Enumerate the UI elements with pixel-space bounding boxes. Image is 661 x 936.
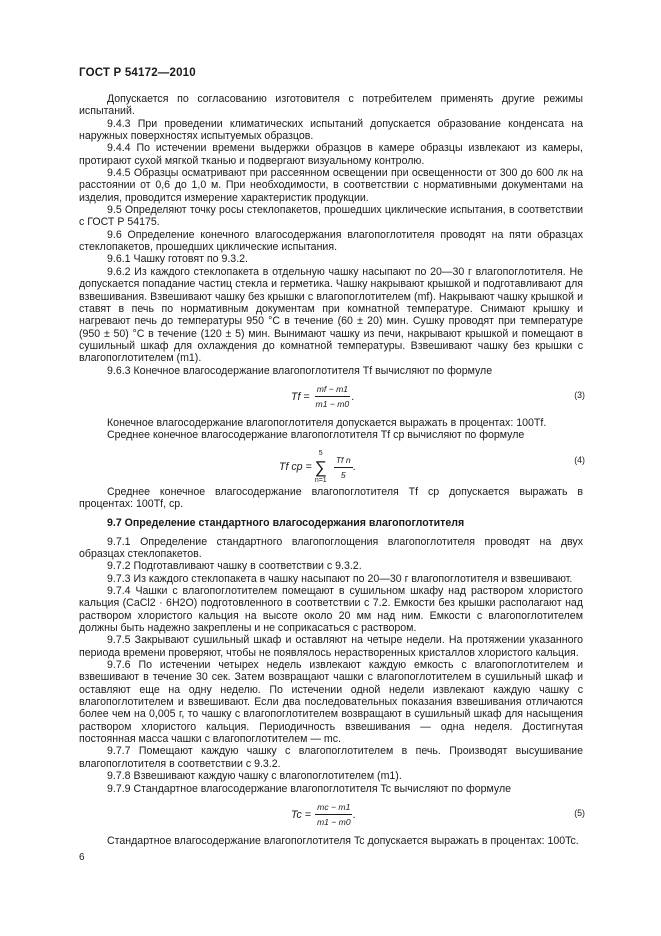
sum-symbol (315, 448, 327, 488)
paragraph: Стандартное влагосодержание влагопоглотителя Tc допускается выражать в процентах: 100Tc. (107, 834, 579, 847)
formula-number: (4) (574, 454, 585, 465)
formula-3: Tf = $\frac{mf - m1}{m1 - m0}$ . (3) (291, 383, 585, 410)
page-number: 6 (79, 852, 85, 863)
paragraph: 9.4.5 Образцы осматривают при рассеянном освещении при освещенности от 300 до 600 лк на расстоянии от 0,6 до 1,0 м. При необходимости, в соответствии с нормативными документами на изделия, проводится измерение характеристик продукции. (79, 167, 583, 204)
standard-header: ГОСТ Р 54172—2010 (79, 67, 196, 79)
paragraph: 9.7.6 По истечении четырех недель извлекают каждую емкость с влагопоглотителем и взвешивают в течение 30 сек. Затем возвращают чашки с влагопоглотителем в сушильный шкаф и оставляют еще на одну неделю. По истечении одной недели извлекают каждую чашку с влагопоглотителем и взвешивают. Если два последовательных показания взвешивания отличаются более чем на 0,005 г, то чашку с влагопоглотителем возвращают в сушильный шкаф для насыщения раствором хлористого кальция. Периодичность взвешивания — одна неделя. Достигнутая постоянная масса чашки с влагопоглотителем — mc. (79, 659, 583, 746)
paragraph: 9.4.4 По истечении времени выдержки образцов в камере образцы извлекают из камеры, протирают сухой мягкой тканью и подвергают визуальному контролю. (79, 142, 583, 167)
formula-lhs: Tf ср = (279, 461, 312, 474)
sum-lower: n=1 (314, 476, 327, 484)
sum-upper: 5 (318, 449, 323, 457)
paragraph: 9.6.3 Конечное влагосодержание влагопоглотителя Tf вычисляют по формуле (107, 364, 493, 377)
formula-fraction (315, 801, 353, 829)
section-heading: 9.7 Определение стандартного влагосодержания влагопоглотителя (107, 517, 465, 530)
paragraph: 9.7.2 Подготавливают чашку в соответствии с 9.3.2. (107, 560, 362, 573)
paragraph: 9.4.3 При проведении климатических испытаний допускается образование конденсата на наружных поверхностях испытуемых образцов. (79, 117, 583, 143)
paragraph: 9.7.7 Помещают каждую чашку с влагопоглотителем в печь. Производят высушивание влагопоглотителя в соответствии с 9.3.2. (79, 745, 583, 770)
paragraph: Конечное влагосодержание влагопоглотителя допускается выражать в процентах: 100Tf. (107, 416, 547, 429)
paragraph: 9.7.9 Стандартное влагосодержание влагопоглотителя Tc вычисляют по формуле (107, 782, 512, 795)
formula-fraction (314, 383, 352, 411)
paragraph: 9.5 Определяют точку росы стеклопакетов, прошедших циклические испытания, в соответствии с ГОСТ Р 54175. (79, 204, 583, 229)
paragraph: 9.7.5 Закрывают сушильный шкаф и оставляют на четыре недели. На протяжении указанного периода времени проверяют, чтобы не появлялось нерастворенных кристаллов хлористого кальция. (79, 634, 583, 659)
paragraph: 9.7.4 Чашки с влагопоглотителем помещают в сушильном шкафу над раствором хлористого кальция (CaCl2 · 6H2O) подготовленного в соответствии с 7.2. Емкости без крышки располагают над раствором хлористого кальция на высоте около 20 мм над ним. Емкости с влагопоглотителем должны быть надежно закреплены и не соприкасаться с раствором. (79, 585, 583, 635)
formula-numerator: Tf n (334, 454, 353, 468)
formula-numerator: mc − m1 (315, 801, 352, 815)
formula-lhs: Tc = (291, 808, 311, 821)
sigma-icon: ∑ (314, 457, 327, 477)
paragraph: 9.6.2 Из каждого стеклопакета в отдельную чашку насыпают по 20—30 г влагопоглотителя. Не допускается попадание частиц стекла и герметика. Чашку накрывают крышкой и подготавливают для взвешивания. Взвешивают чашку без крышки с влагопоглотителем (mf). Накрывают чашку крышкой и ставят в печь по нормативным документам при комнатной температуре. Снимают крышку и нагревают печь до температуры 950 °С в течение (60 ± 20) мин. Сушку проводят при температуре (950 ± 50) °С в течение (120 ± 5) мин. Вынимают чашку из печи, накрывают крышкой и помещают в сушильный шкаф для охлаждения до комнатной температуры. Взвешивают чашку без крышки с влагопоглотителем (m1). (79, 265, 583, 365)
paragraph: 9.7.8 Взвешивают каждую чашку с влагопоглотителем (m1). (107, 770, 402, 783)
formula-denominator: m1 − m0 (316, 817, 351, 828)
paragraph: 9.6.1 Чашку готовят по 9.3.2. (107, 253, 248, 266)
paragraph: Среднее конечное влагосодержание влагопоглотителя Tf ср допускается выражать в процентах: 100Tf, ср. (79, 485, 583, 510)
paragraph: 9.7.1 Определение стандартного влагопоглощения влагопоглотителя проводят на двух образцах стеклопакетов. (79, 535, 583, 560)
paragraph: 9.7.3 Из каждого стеклопакета в чашку насыпают по 20—30 г влагопоглотителя и взвешивают. (107, 572, 573, 585)
formula-number: (5) (574, 807, 585, 818)
formula-numerator: mf − m1 (315, 383, 350, 397)
paragraph: Среднее конечное влагосодержание влагопоглотителя Tf ср вычисляют по формуле (107, 429, 525, 442)
formula-fraction (334, 454, 353, 482)
formula-number: (3) (574, 389, 585, 400)
formula-lhs: Tf = (291, 390, 310, 403)
document-body (79, 93, 583, 847)
paragraph: 9.6 Определение конечного влагосодержания влагопоглотителя проводят на пяти образцах стеклопакетов, прошедших циклические испытания. (79, 228, 583, 254)
formula-5: Tc = $\frac{mc - m1}{m1 - m0}$ . (5) (291, 801, 585, 828)
paragraph: Допускается по согласованию изготовителя с потребителем применять другие режимы испытаний. (79, 93, 583, 118)
formula-denominator: 5 (340, 469, 346, 480)
formula-4: Tf ср = 5 ∑ n=1 $\frac{\text{Tf n}}{5}$ . (4) (79, 444, 583, 482)
formula-denominator: m1 − m0 (315, 399, 350, 410)
